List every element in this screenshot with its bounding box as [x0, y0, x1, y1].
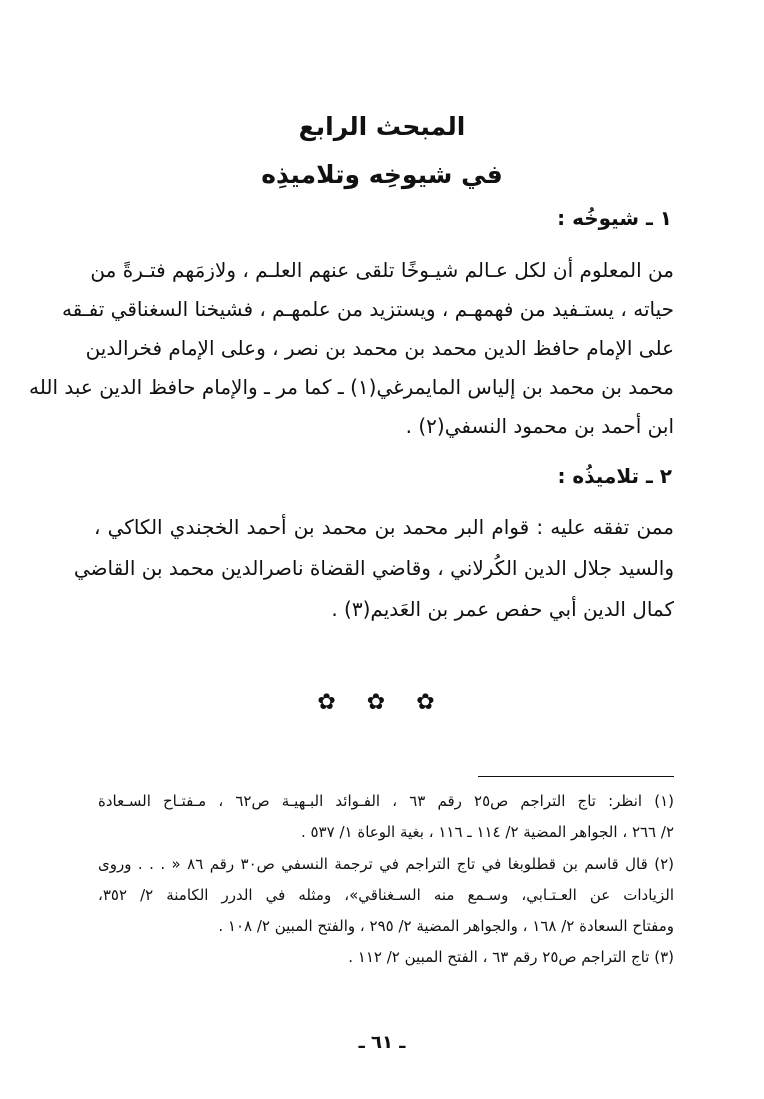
body-line: حياته ، يستـفيد من فهمهـم ، ويستزيد من علمهـم ، فشيخنا السغناقي تفـقه — [61, 297, 674, 321]
body-line: والسيد جلال الدين الكُرلاني ، وقاضي القضاة ناصرالدين محمد بن القاضي — [73, 556, 674, 580]
footnote-line: (١) انظر: تاج التراجم ص٢٥ رقم ٦٣ ، الفـوائد البـهيـة ص٦٢ ، مـفتـاح السـعادة — [98, 792, 674, 810]
footnote-line: (٣) تاج التراجم ص٢٥ رقم ٦٣ ، الفتح المبين ٢/ ١١٢ . — [348, 948, 674, 966]
body-line: على الإمام حافظ الدين محمد بن محمد بن نصر ، وعلى الإمام فخرالدين — [85, 336, 674, 360]
footnote-line: ٢/ ٢٦٦ ، الجواهر المضية ٢/ ١١٤ ـ ١١٦ ، بغية الوعاة ١/ ٥٣٧ . — [300, 823, 674, 841]
body-line: كمال الدين أبي حفص عمر بن العَديم(٣) . — [331, 597, 674, 621]
body-line: ممن تفقه عليه : قوام البر محمد بن محمد بن أحمد الخجندي الكاكي ، — [94, 515, 674, 539]
body-line: من المعلوم أن لكل عـالم شيـوخًا تلقى عنهم العلـم ، ولازمَهم فتـرةً من — [90, 258, 674, 282]
footnote-line: (٢) قال قاسم بن قطلوبغا في تاج التراجم في ترجمة النسفي ص٣٠ رقم ٨٦ « . . . وروى — [98, 855, 674, 873]
body-line: ابن أحمد بن محمود النسفي(٢) . — [405, 414, 674, 438]
footnote-line: الزيادات عن العـتـابي، وسـمع منه السـغناقي»، ومثله في الدرر الكامنة ٢/ ٣٥٢، — [98, 886, 674, 904]
footnote-line: ومفتاح السعادة ٢/ ١٦٨ ، والجواهر المضية ٢/ ٢٩٥ ، والفتح المبين ٢/ ١٠٨ . — [218, 917, 674, 935]
ornament-divider: ✿ ✿ ✿ — [317, 690, 447, 715]
body-line: محمد بن محمد بن إلياس المايمرغي(١) ـ كما مر ـ والإمام حافظ الدين عبد الله — [29, 375, 674, 399]
page-number: ـ ٦١ ـ — [358, 1032, 406, 1053]
chapter-title: المبحث الرابع — [298, 112, 466, 141]
section-heading-students: ٢ ـ تلاميذُه : — [557, 464, 672, 488]
section-heading-teachers: ١ ـ شيوخُه : — [557, 206, 672, 230]
chapter-subtitle: في شيوخِه وتلاميذِه — [261, 160, 503, 189]
footnote-rule — [478, 776, 674, 777]
